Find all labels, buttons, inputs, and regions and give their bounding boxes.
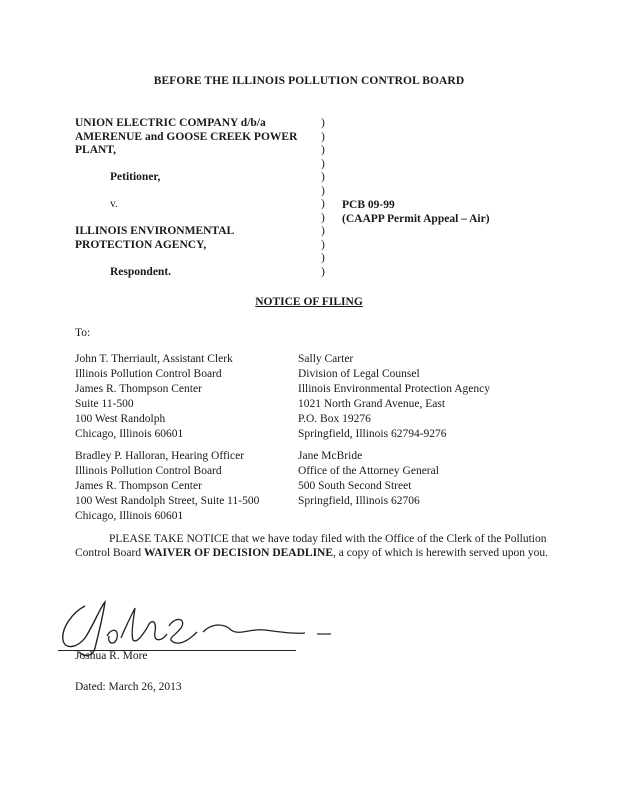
address-line: Suite 11-500 <box>75 398 134 410</box>
address-line: Illinois Environmental Protection Agency <box>298 383 490 395</box>
paren: ) <box>321 184 325 197</box>
address-line: 500 South Second Street <box>298 480 412 492</box>
address-line: John T. Therriault, Assistant Clerk <box>75 353 233 365</box>
paren: ) <box>321 171 325 183</box>
address-line: Office of the Attorney General <box>298 465 439 477</box>
notice-title: NOTICE OF FILING <box>255 296 363 308</box>
notice-tail: , a copy of which is herewith served upon you. <box>333 547 548 559</box>
address-line: James R. Thompson Center <box>75 383 202 395</box>
recipient-address <box>298 352 490 442</box>
petitioner-line-2: AMERENUE and GOOSE CREEK POWER <box>75 130 298 143</box>
respondent-line-1: ILLINOIS ENVIRONMENTAL <box>75 225 235 237</box>
address-line: P.O. Box 19276 <box>298 413 371 425</box>
recipient-address <box>298 449 439 509</box>
address-line: Illinois Pollution Control Board <box>75 368 222 380</box>
address-line: 1021 North Grand Avenue, East <box>298 398 446 410</box>
petitioner-label: Petitioner, <box>110 171 161 183</box>
case-caption <box>75 117 297 279</box>
respondent-label: Respondent. <box>110 265 172 278</box>
to-label: To: <box>75 327 91 339</box>
address-line: Chicago, Illinois 60601 <box>75 428 184 440</box>
recipient-address <box>75 352 233 442</box>
paren: ) <box>321 144 325 156</box>
case-number: PCB 09-99 <box>342 199 395 211</box>
signer-name: Joshua R. More <box>75 650 148 662</box>
caption-parentheses <box>321 117 325 279</box>
address-line: James R. Thompson Center <box>75 480 202 492</box>
address-line: Sally Carter <box>298 353 354 365</box>
respondent-line-2: PROTECTION AGENCY, <box>75 238 207 251</box>
petitioner-line-3: PLANT, <box>75 144 116 156</box>
paren: ) <box>321 252 325 264</box>
versus: v. <box>110 198 118 210</box>
address-line: 100 West Randolph Street, Suite 11-500 <box>75 495 260 507</box>
paren: ) <box>321 117 325 129</box>
address-line: Illinois Pollution Control Board <box>75 465 222 477</box>
paren: ) <box>321 211 325 224</box>
case-number-block <box>342 198 490 226</box>
address-line: Chicago, Illinois 60601 <box>75 510 184 522</box>
notice-lead: PLEASE TAKE NOTICE that we have today filed with the Office of the Clerk of the Pollution Control Board <box>75 533 547 559</box>
paren: ) <box>321 198 325 210</box>
paren: ) <box>321 238 325 251</box>
address-line: Bradley P. Halloran, Hearing Officer <box>75 450 245 462</box>
address-line: Jane McBride <box>298 450 363 462</box>
address-line: Division of Legal Counsel <box>298 368 420 380</box>
petitioner-line-1: UNION ELECTRIC COMPANY d/b/a <box>75 117 266 129</box>
dated-line: Dated: March 26, 2013 <box>75 681 182 693</box>
case-type: (CAAPP Permit Appeal – Air) <box>342 213 490 225</box>
address-line: 100 West Randolph <box>75 413 166 425</box>
paren: ) <box>321 265 325 278</box>
paren: ) <box>321 130 325 143</box>
board-title: BEFORE THE ILLINOIS POLLUTION CONTROL BOARD <box>153 75 465 87</box>
filed-document-title: WAIVER OF DECISION DEADLINE <box>144 547 334 559</box>
address-line: Springfield, Illinois 62794-9276 <box>298 428 447 440</box>
paren: ) <box>321 157 325 170</box>
notice-paragraph <box>75 532 555 560</box>
address-line: Springfield, Illinois 62706 <box>298 495 420 507</box>
paren: ) <box>321 225 325 237</box>
recipient-address <box>75 449 259 524</box>
